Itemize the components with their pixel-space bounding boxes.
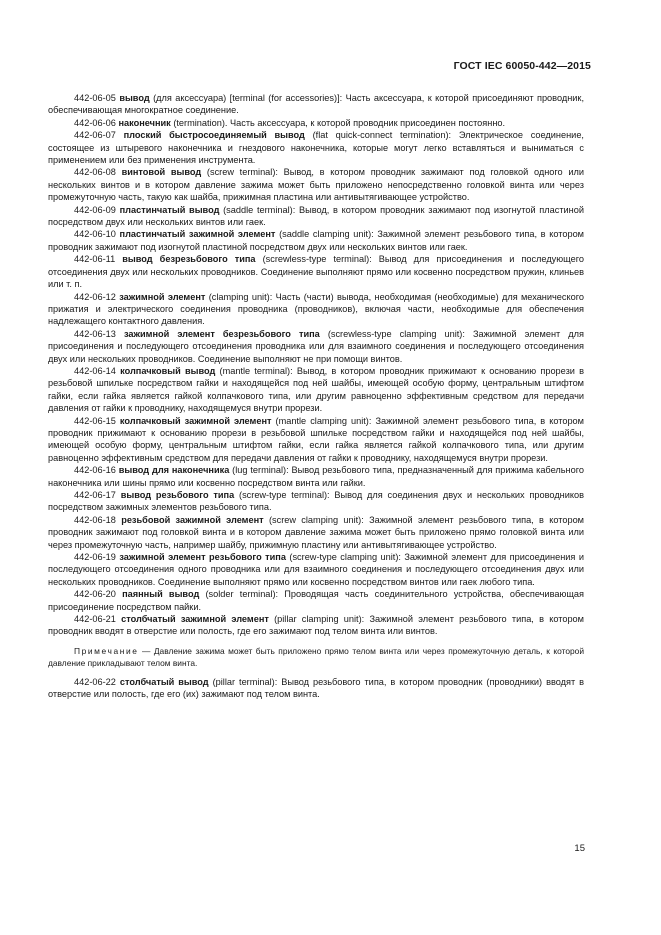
term-definition: (screwless-type terminal): Вывод для присоединения и последующего отсоединения двух или нескольких проводников. Соединение выполняют прямо или косвенно посредством пружин, клиньев или т. п. [48, 254, 584, 290]
term-number: 442-06-18 [74, 514, 116, 525]
term-number: 442-06-22 [74, 676, 116, 687]
term-name: столбчатый вывод [119, 676, 209, 687]
term-name: столбчатый зажимной элемент [121, 614, 269, 625]
term-entry [48, 514, 584, 551]
term-number: 442-06-20 [74, 589, 116, 600]
term-definition: (mantle clamping unit): Зажимной элемент резьбового типа, в котором проводник прижимают к основанию прорези в резьбовой шпильке посредством гайки и находящейся под ней шайбы, имеющей особую форму, центральным штифтом гайки, если гайка является гайкой колпачкового типа, или другим равноценно эффективным средством для передачи давления от гайки к проводнику, находящемуся внутри прорези. [48, 415, 584, 463]
term-entry [48, 551, 584, 588]
term-name: зажимной элемент резьбового типа [119, 552, 286, 563]
term-entry-final [48, 676, 584, 701]
term-definition: (screw-type terminal): Вывод для соединения двух и нескольких проводников посредством зажимных элементов резьбового типа. [48, 490, 584, 513]
term-number: 442-06-12 [74, 291, 116, 302]
term-name: вывод для наконечника [118, 465, 230, 476]
term-definition: (lug terminal): Вывод резьбового типа, предназначенный для прижима кабельного наконечника или шины прямо или косвенно посредством винта или гайки. [48, 465, 584, 488]
term-definition: (screw clamping unit): Зажимной элемент резьбового типа, в котором проводник зажимают под головкой винта и в котором давление зажима может быть приложено прямо головкой винта или через промежуточную часть, например шайбу, прижимную пластину или антивытягивающее устройство. [48, 514, 584, 550]
term-entry [48, 365, 584, 415]
document-header: ГОСТ IEC 60050-442—2015 [453, 60, 591, 72]
term-name: вывод безрезьбового типа [122, 254, 256, 265]
term-number: 442-06-19 [74, 552, 116, 563]
note [48, 645, 584, 669]
term-entry [48, 253, 584, 290]
note-text: — Давление зажима может быть приложено прямо телом винта или через промежуточную деталь, к которой давление прикладывают телом винта. [48, 645, 584, 668]
term-entry [48, 228, 584, 253]
term-definition: (для аксессуара) [terminal (for accessories)]: Часть аксессуара, к которой присоединяют проводник, обеспечивающая многократное соединение. [48, 93, 584, 116]
term-name: пластинчатый вывод [119, 204, 220, 215]
term-definition: (mantle terminal): Вывод, в котором проводник прижимают к основанию прорези в резьбовой шпильке посредством гайки и находящейся под ней шайбы, имеющей особую форму, центральным штифтом гайки, если гайка является гайкой колпачкового типа, или другим равноценно эффективным средством для передачи давления от гайки к проводнику, находящемуся внутри прорези. [48, 365, 584, 414]
term-number: 442-06-11 [74, 254, 116, 265]
term-definition: (flat quick-connect termination): Электрическое соединение, состоящее из штыревого наконечника и гнездового наконечника, которые могут легко вставляться и выниматься с применением или без применения инструмента. [48, 130, 584, 166]
document-body [48, 92, 584, 701]
term-name: плоский быстросоединяемый вывод [123, 130, 305, 141]
term-entries [48, 92, 584, 638]
term-number: 442-06-05 [74, 93, 116, 103]
term-entry [48, 92, 584, 117]
term-entry [48, 129, 584, 166]
term-definition: (pillar terminal): Вывод резьбового типа, в котором проводник (проводники) вводят в отверстие или полость, где его (их) зажимают под телом винта. [48, 676, 585, 700]
term-entry [48, 117, 584, 129]
term-number: 442-06-17 [74, 490, 116, 500]
term-name: зажимной элемент [119, 291, 206, 302]
note-label: Примечание [74, 645, 139, 656]
term-name: вывод резьбового типа [120, 490, 235, 500]
term-number: 442-06-14 [74, 365, 116, 376]
term-name: вывод [119, 93, 150, 103]
term-definition: (clamping unit): Часть (части) вывода, необходимая (необходимые) для механического прижатия и электрического соединения проводника (проводников), включая части, необходимые для обеспечения надлежащего контактного давления. [48, 291, 584, 327]
term-entry [48, 415, 584, 465]
term-entry [48, 328, 584, 365]
term-name: пластинчатый зажимной элемент [119, 229, 276, 240]
term-entry [48, 204, 584, 229]
term-name: паянный вывод [122, 589, 200, 600]
term-definition: (saddle clamping unit): Зажимной элемент резьбового типа, в котором проводник зажимают под изогнутой пластиной посредством двух или нескольких винтов или гаек. [48, 229, 584, 252]
term-entry [48, 588, 584, 613]
term-number: 442-06-10 [74, 229, 116, 240]
term-definition: (screw-type clamping unit): Зажимной элемент для присоединения и последующего отсоединения одного проводника или для взаимного соединения и последующего отсоединения двух или нескольких проводников. Соединение выполняют прямо или косвенно посредством винтов или гаек любого типа. [48, 552, 584, 587]
term-entry [48, 613, 584, 638]
term-number: 442-06-16 [74, 465, 116, 476]
term-definition: (termination). Часть аксессуара, к которой проводник присоединен постоянно. [170, 117, 506, 128]
term-number: 442-06-07 [74, 130, 116, 141]
term-name: винтовой вывод [121, 167, 202, 178]
term-entry [48, 291, 584, 328]
term-number: 442-06-08 [74, 167, 116, 178]
term-name: колпачковый зажимной элемент [119, 415, 272, 426]
term-definition: (solder terminal): Проводящая часть соединительного устройства, обеспечивающая присоединение посредством пайки. [48, 589, 584, 612]
term-name: колпачковый вывод [120, 365, 216, 376]
term-name: зажимной элемент безрезьбового типа [123, 328, 320, 339]
term-name: наконечник [118, 117, 171, 128]
term-number: 442-06-06 [74, 117, 116, 128]
term-entry [48, 489, 584, 514]
term-number: 442-06-21 [74, 614, 116, 625]
term-definition: (saddle terminal): Вывод, в котором проводник зажимают под изогнутой пластиной посредством двух или нескольких винтов или гаек. [48, 204, 584, 228]
term-number: 442-06-15 [74, 415, 116, 426]
term-entry [48, 166, 584, 203]
term-number: 442-06-09 [74, 204, 116, 215]
term-definition: (screw terminal): Вывод, в котором проводник зажимают под головкой одного или нескольких винтов и в котором давление зажима может быть приложено непосредственно головкой винта или через промежуточную часть, такую как шайба, прижимная пластина или антивытягивающее устройство. [48, 167, 584, 203]
term-entry [48, 464, 584, 489]
page-number: 15 [574, 843, 585, 854]
term-definition: (screwless-type clamping unit): Зажимной элемент для присоединения и последующего отсоединения проводника или для взаимного соединения и последующего отсоединения двух или нескольких проводников. Соединение выполняют не при помощи винтов. [48, 328, 584, 364]
term-number: 442-06-13 [74, 328, 116, 339]
term-definition: (pillar clamping unit): Зажимной элемент резьбового типа, в котором проводник вводят в отверстие или полость, где его зажимают под телом винта или винтов. [48, 614, 584, 637]
term-name: резьбовой зажимной элемент [121, 514, 264, 525]
